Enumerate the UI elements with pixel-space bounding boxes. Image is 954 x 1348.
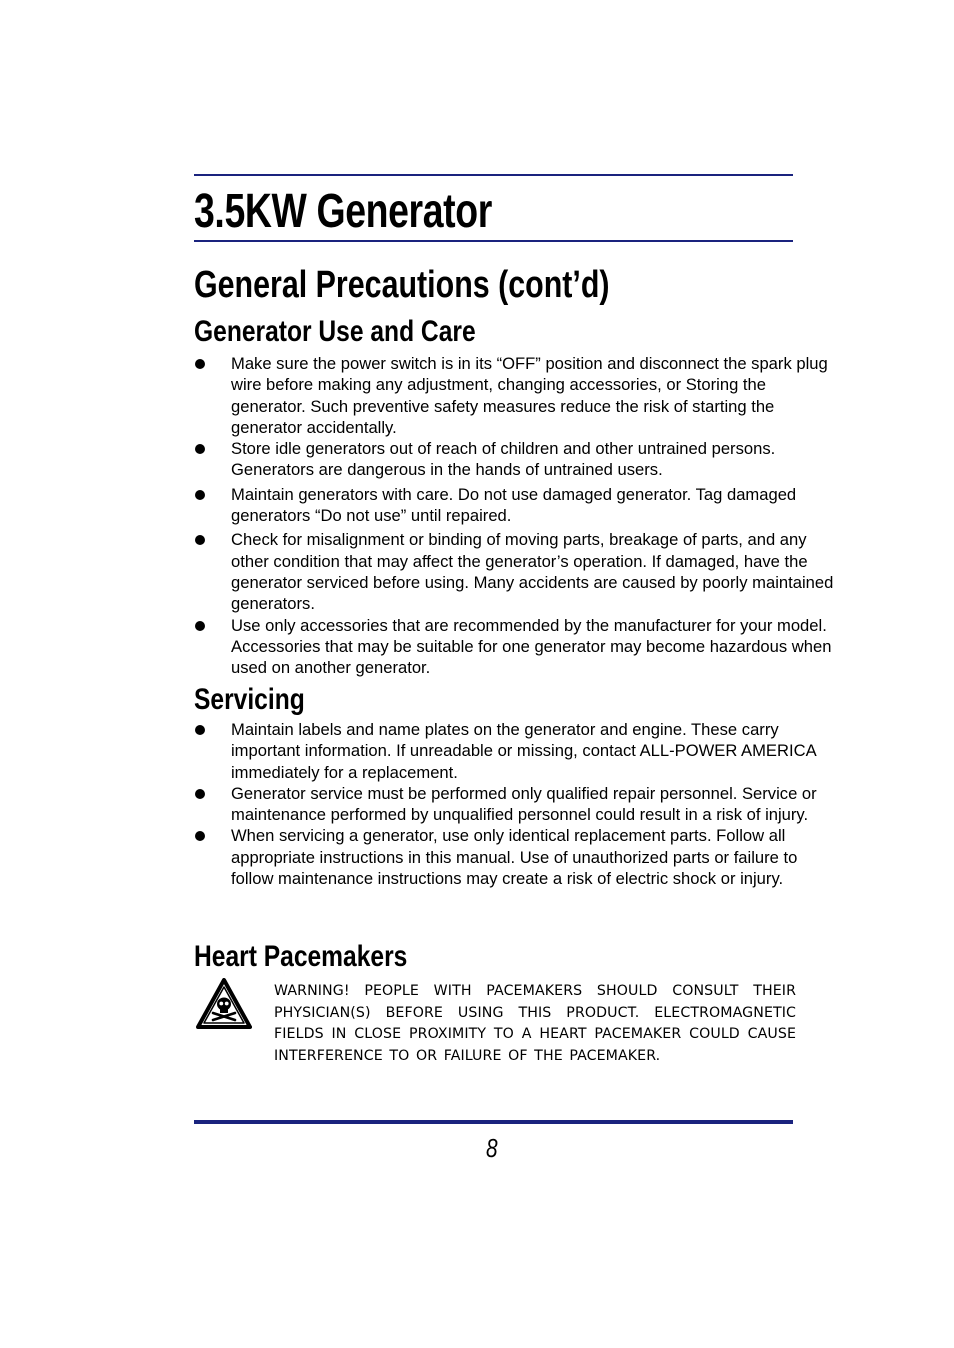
list-item [194,719,834,783]
list-item-text: Check for misalignment or binding of moving parts, breakage of parts, and any other condition that may affect the generator’s operation. If damaged, have the generator serviced before using. Many accidents are caused by poorly maintained generators. [231,530,834,614]
list-item-text: Store idle generators out of reach of children and other untrained persons. Generators are dangerous in the hands of untrained users. [231,439,776,480]
use-and-care-heading: Generator Use and Care [194,315,476,348]
list-item-text: Maintain labels and name plates on the generator and engine. These carry important information. If unreadable or missing, contact ALL-POWER AMERICA immediately for a replacement. [231,720,816,782]
bullet-icon [195,359,205,369]
list-item [194,615,834,679]
list-item [194,438,834,481]
document-title: 3.5KW Generator [194,185,492,238]
list-item-text: Maintain generators with care. Do not use damaged generator. Tag damaged generators “Do not use” until repaired. [231,484,797,526]
bullet-icon [195,725,205,735]
bullet-icon [195,831,205,841]
list-item [194,529,834,614]
bullet-icon [195,444,205,454]
header-top-rule [194,174,793,176]
list-item-text: When servicing a generator, use only identical replacement parts. Follow all appropriate instructions in this manual. Use of unauthorized parts or failure to follow maintenance instructions may create a risk of electric shock or injury. [231,826,798,889]
list-item [194,825,834,889]
list-item-text: Make sure the power switch is in its “OFF” position and disconnect the spark plug wire before making any adjustment, changing accessories, or Storing the generator. Such preventive safety measures reduce the risk of starting the generator accidentally. [231,354,828,437]
pacemaker-warning-text: WARNING! PEOPLE WITH PACEMAKERS SHOULD CONSULT THEIR PHYSICIAN(S) BEFORE USING THIS PRODUCT. ELECTROMAGNETIC FIELDS IN CLOSE PROXIMITY TO A HEART PACEMAKER COULD CAUSE INTERFERENCE TO OR FAILURE OF THE PACEMAKER. [274,983,797,1064]
list-item [194,783,834,826]
use-and-care-list [194,353,834,678]
footer-rule [194,1120,793,1124]
heart-pacemakers-heading: Heart Pacemakers [194,940,408,973]
bullet-icon [195,490,205,500]
bullet-icon [195,535,205,545]
section-title: General Precautions (cont’d) [194,264,610,306]
list-item [194,484,834,527]
list-item [194,353,834,438]
bullet-icon [195,621,205,631]
servicing-heading: Servicing [194,683,305,716]
skull-warning-icon [196,978,252,1030]
list-item-text: Generator service must be performed only qualified repair personnel. Service or maintenance performed by unqualified personnel could result in a risk of injury. [231,783,817,825]
servicing-list [194,719,834,889]
page-number: 8 [486,1133,498,1163]
bullet-icon [195,789,205,799]
list-item-text: Use only accessories that are recommended by the manufacturer for your model. Accessories that may be suitable for one generator may become hazardous when used on another generator. [231,615,832,678]
header-bottom-rule [194,240,793,242]
